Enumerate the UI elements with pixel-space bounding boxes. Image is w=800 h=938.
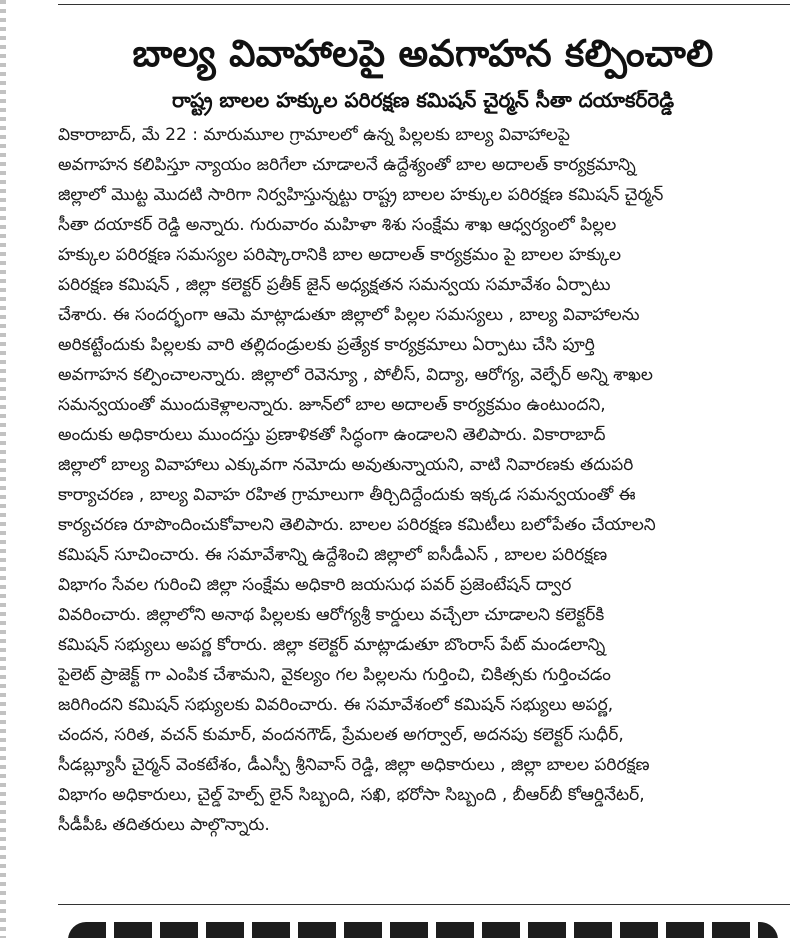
body-line: కార్యాచరణ , బాల్య వివాహ రహిత గ్రామాలుగా తీర్చిదిద్దేందుకు ఇక్కడ సమన్వయంతో ఈ [58, 485, 636, 505]
page-edge-marks [0, 0, 6, 938]
article-subheadline: రాష్ట్ర బాలల హక్కుల పరిరక్షణ కమిషన్ చైర్మన్ సీతా దయాకర్‌రెడ్డి [171, 88, 675, 112]
body-line: అరికట్టేందుకు పిల్లలకు వారి తల్లిదండ్రులకు ప్రత్యేక కార్యక్రమాలు ఏర్పాటు చేసి పూర్తి [58, 335, 595, 355]
body-line: పైలెట్ ప్రాజెక్ట్ గా ఎంపిక చేశామని, వైకల్యం గల పిల్లలను గుర్తించి, చికిత్సకు గుర్తించడం [58, 665, 611, 685]
body-line: వికారాబాద్, మే 22 : మారుమూల గ్రామాలలో ఉన్న పిల్లలకు బాల్య వివాహాలపై [58, 125, 570, 145]
body-line: హక్కుల పరిరక్షణ సమస్యల పరిష్కారానికి బాల అదాలత్ కార్యక్రమం పై బాలల హక్కుల [58, 245, 622, 265]
body-line: పరిరక్షణ కమిషన్ , జిల్లా కలెక్టర్ ప్రతీక్ జైన్ అధ్యక్షతన సమన్వయ సమావేశం ఏర్పాటు [58, 275, 611, 295]
body-line: జిల్లాలో బాల్య వివాహాలు ఎక్కువగా నమోదు అవుతున్నాయని, వాటి నివారణకు తదుపరి [58, 455, 634, 475]
body-line: వివరించారు. జిల్లాలోని అనాథ పిల్లలకు ఆరోగ్యశ్రీ కార్డులు వచ్చేలా చూడాలని కలెక్టర్‌కి [58, 605, 605, 625]
cropped-next-headline [58, 912, 788, 938]
body-line: సమన్వయంతో ముందుకెళ్లాలన్నారు. జూన్‌లో బాల అదాలత్ కార్యక్రమం ఉంటుందని, [58, 395, 606, 415]
body-line: సీడబ్ల్యూసీ చైర్మన్ వెంకటేశం, డీఎస్పీ శ్రీనివాస్ రెడ్డి, జిల్లా అధికారులు , జిల్లా బాలల పరిరక్షణ [58, 755, 650, 775]
news-article [58, 18, 788, 840]
body-line: అవగాహన కల్పించాలన్నారు. జిల్లాలో రెవెన్యూ , పోలీస్, విద్యా, ఆరోగ్య, వెల్ఫేర్ అన్ని శాఖల [58, 365, 653, 385]
top-divider [58, 4, 790, 5]
body-line: కమిషన్ సూచించారు. ఈ సమావేశాన్ని ఉద్దేశించి జిల్లాలో ఐసీడీఎస్ , బాలల పరిరక్షణ [58, 545, 608, 565]
body-line: అందుకు అధికారులు ముందస్తు ప్రణాళికతో సిద్ధంగా ఉండాలని తెలిపారు. వికారాబాద్ [58, 425, 606, 445]
article-body [58, 120, 788, 840]
body-line: చందన, సరిత, వచన్ కుమార్, వందనగౌడ్, ప్రేమలత అగర్వాల్, అదనపు కలెక్టర్ సుధీర్, [58, 725, 624, 745]
body-line: జరిగిందని కమిషన్ సభ్యులకు వివరించారు. ఈ సమావేశంలో కమిషన్ సభ్యులు అపర్ణ, [58, 695, 614, 715]
article-headline: బాల్య వివాహాలపై అవగాహన కల్పించాలి [132, 32, 714, 75]
body-line: సీతా దయాకర్ రెడ్డి అన్నారు. గురువారం మహిళా శిశు సంక్షేమ శాఖ ఆధ్వర్యంలో పిల్లల [58, 215, 617, 235]
bottom-divider [58, 904, 790, 905]
body-line: సీడీపీఓ తదితరులు పాల్గొన్నారు. [58, 815, 270, 835]
body-line: అవగాహన కలిపిస్తూ న్యాయం జరిగేలా చూడాలనే ఉద్దేశ్యంతో బాల అదాలత్ కార్యక్రమాన్ని [58, 155, 636, 175]
body-line: విభాగం సేవల గురించి జిల్లా సంక్షేమ అధికారి జయసుధ పవర్ ప్రజెంటేషన్ ద్వార [58, 575, 572, 595]
body-line: చేశారు. ఈ సందర్భంగా ఆమె మాట్లాడుతూ జిల్లాలో పిల్లల సమస్యలు , బాల్య వివాహాలను [58, 305, 640, 325]
body-line: కార్యచరణ రూపొందించుకోవాలని తెలిపారు. బాలల పరిరక్షణ కమిటీలు బలోపేతం చేయాలని [58, 515, 656, 535]
body-line: విభాగం అధికారులు, చైల్డ్ హెల్ప్ లైన్ సిబ్బంది, సఖి, భరోసా సిబ్బంది , బీఆర్‌బీ కోఆర్డినేటర్, [58, 785, 645, 805]
cropped-headline-glyphs [68, 922, 778, 938]
body-line: జిల్లాలో మొట్ట మొదటి సారిగా నిర్వహిస్తున్నట్టు రాష్ట్ర బాలల హక్కుల పరిరక్షణ కమిషన్ చైర్మన్ [58, 185, 664, 205]
body-line: కమిషన్ సభ్యులు అపర్ణ కోరారు. జిల్లా కలెక్టర్ మాట్లాడుతూ బొంరాస్ పేట్ మండలాన్ని [58, 635, 606, 655]
